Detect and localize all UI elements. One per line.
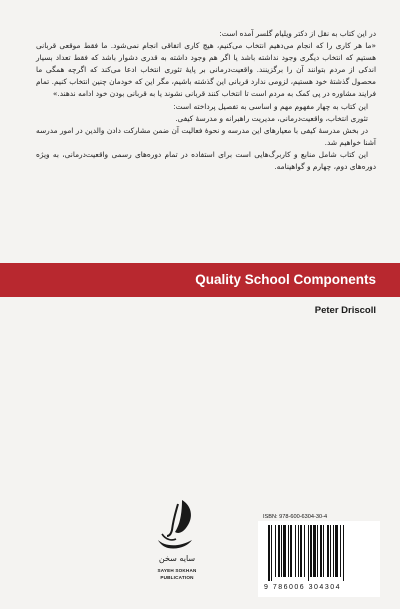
persian-paragraph: این کتاب شامل منابع و کاربرگ‌هایی است برای استفاده در تمام دوره‌های رسمی واقعیت‌درمانی، به ویژه دوره‌های دوم، چهارم و گواهینامه. xyxy=(36,149,376,172)
barcode-bar xyxy=(330,525,331,577)
title-band xyxy=(0,263,400,297)
barcode-bar xyxy=(323,525,324,577)
barcode-bars xyxy=(268,525,370,581)
barcode-bar xyxy=(268,525,270,581)
barcode-bar xyxy=(288,525,289,577)
barcode-bar xyxy=(278,525,280,577)
publisher-name-en: SAYEH SOKHAN xyxy=(157,568,197,573)
barcode-bar xyxy=(320,525,322,577)
barcode-bar xyxy=(313,525,316,577)
book-title: Quality School Components xyxy=(195,272,376,287)
author-name: Peter Driscoll xyxy=(314,305,376,316)
isbn: ISBN: 978-600-6304-30-4 xyxy=(263,514,328,520)
barcode-bar xyxy=(295,525,296,577)
persian-paragraph: تئوری انتخاب، واقعیت‌درمانی، مدیریت راهبرانه و مدرسهٔ کیفی. xyxy=(175,113,368,123)
barcode-bar xyxy=(275,525,276,577)
barcode-bar xyxy=(290,525,292,577)
persian-intro: در این کتاب به نقل از دکتر ویلیام گلسر آمده است: xyxy=(219,29,376,38)
barcode-number: 9 786006 304304 xyxy=(264,584,341,591)
barcode-bar xyxy=(327,525,329,577)
barcode-bar xyxy=(317,525,318,577)
barcode-bar xyxy=(304,525,305,577)
persian-description xyxy=(36,28,376,173)
persian-paragraph: این کتاب به چهار مفهوم مهم و اساسی به تفصیل پرداخته است: xyxy=(173,101,368,111)
publisher-name-fa: سایه سخن xyxy=(158,554,196,563)
barcode-bar xyxy=(310,525,312,577)
publisher-name-en-suffix: PUBLICATION xyxy=(160,575,194,580)
barcode xyxy=(258,521,380,597)
persian-paragraph: در بخش مدرسهٔ کیفی با معیارهای این مدرسه و نحوهٔ فعالیت آن ضمن مشارکت دادن والدین در امور مدرسه آشنا خواهیم شد. xyxy=(36,125,376,147)
barcode-bar xyxy=(300,525,302,577)
barcode-bar xyxy=(271,525,272,581)
barcode-bar xyxy=(333,525,334,577)
barcode-bar xyxy=(340,525,341,577)
barcode-bar xyxy=(335,525,338,577)
barcode-bar xyxy=(283,525,286,577)
quill-icon xyxy=(148,496,206,554)
barcode-bar xyxy=(281,525,282,577)
barcode-bar xyxy=(298,525,299,577)
barcode-bar xyxy=(343,525,344,581)
barcode-bar xyxy=(308,525,309,581)
publisher-logo xyxy=(148,496,206,600)
persian-quote: «ما هر کاری را که انجام می‌دهیم انتخاب می‌کنیم، هیچ کاری اتفاقی انجام نمی‌شود. ما فقط موقعی قربانی هستیم که انتخاب دیگری وجود نداشته باشد یا اگر هم وجود داشته به قدری دشوار باشد که فقط تعداد بسیار اندکی از مردم بتوانند آن را برگزینند. واقعیت‌درمانی بر پایهٔ تئوری انتخاب ادعا می‌کند که اگرچه همگی ما محصول گذشتهٔ خود هستیم، لزومی ندارد قربانی این گذشته باشیم، مگر این که خودمان چنین انتخاب کنیم. تمام فرایند مشاوره در پی کمک به مردم است تا انتخاب کنند قربانی نشوند یا به قربانی بودن خود ادامه ندهند.» xyxy=(36,41,376,99)
